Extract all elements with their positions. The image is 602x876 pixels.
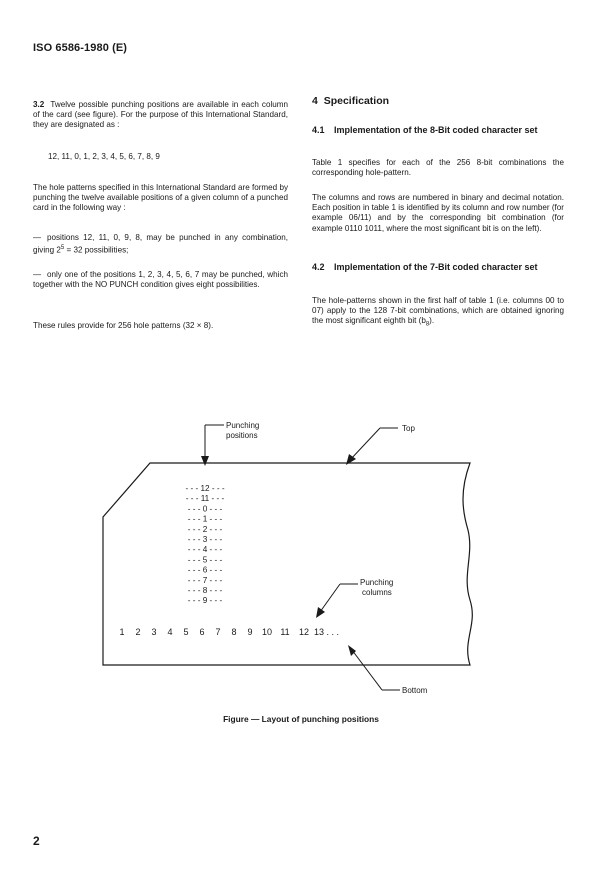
section-title: Implementation of the 8-Bit coded character set	[334, 125, 538, 135]
punch-row-label: - - - 11 - - -	[185, 494, 225, 504]
columns-leader-diag	[320, 584, 340, 612]
list-item-text: only one of the positions 1, 2, 3, 4, 5, 6, 7 may be punched, which together with the NO PUNCH condition gives eight possibilities.	[33, 270, 288, 290]
punch-row-label: - - - 3 - - -	[187, 535, 223, 544]
list-item-text: positions 12, 11, 0, 9, 8, may be punched in any combination, giving 2	[33, 233, 288, 255]
bottom-leader-diag	[352, 650, 382, 690]
punch-row-label: - - - 12 - - -	[185, 484, 225, 493]
punching-positions-arrow	[201, 456, 209, 466]
section-number: 3.2	[33, 100, 45, 109]
page-number: 2	[33, 834, 40, 848]
punch-row-label: - - - 6 - - -	[187, 565, 223, 575]
top-leader-diag	[350, 428, 380, 460]
punch-row-label: - - - 7 - - -	[187, 575, 223, 585]
list-dash: —	[33, 233, 42, 242]
list-item-text-end: = 32 possibilities;	[64, 245, 129, 255]
punch-column-number: 6	[199, 627, 205, 637]
label-punching-columns-1: Punching	[360, 578, 394, 587]
list-dash: —	[33, 270, 42, 279]
punch-column-number: 11	[280, 627, 290, 637]
row-labels	[185, 484, 224, 605]
section-title: Specification	[323, 95, 390, 107]
section-number: 4.1	[312, 125, 325, 135]
section-title: Implementation of the 7-Bit coded character set	[334, 262, 538, 272]
section-number: 4	[312, 95, 318, 107]
punch-row-label: - - - 5 - - -	[187, 555, 223, 565]
punch-row-label: - - - 2 - - -	[187, 524, 223, 534]
punch-column-number: 5	[183, 627, 189, 637]
paragraph-rules: These rules provide for 256 hole patterns (32 × 8).	[33, 321, 214, 330]
punch-row-label: - - - 1 - - -	[187, 514, 223, 524]
punch-column-number: 13 . . .	[314, 627, 340, 637]
punch-column-number: 9	[247, 627, 253, 637]
punch-column-number: 8	[231, 627, 237, 637]
punch-column-number: 12	[298, 627, 310, 637]
designations-list: 12, 11, 0, 1, 2, 3, 4, 5, 6, 7, 8, 9	[48, 152, 160, 161]
punch-row-label: - - - 9 - - -	[187, 596, 223, 606]
punch-column-number: 3	[151, 627, 157, 637]
paragraph-text: Twelve possible punching positions are available in each column of the card (see figure). For the purpose of this International Standard, they are designated as :	[33, 100, 288, 130]
columns-arrow	[316, 607, 325, 618]
punch-column-number: 10	[261, 627, 273, 637]
label-punching-columns-2: columns	[362, 588, 392, 597]
label-punching-positions-2: positions	[226, 431, 258, 440]
punch-column-number: 1	[119, 627, 125, 637]
label-top: Top	[402, 424, 415, 433]
paragraph-text: The hole-patterns shown in the first half of table 1 (i.e. columns 00 to 07) apply to the 128 7-bit combinations, which are obtained ignoring the most significant eighth bit (b	[312, 296, 564, 326]
punch-row-label: - - - 8 - - -	[187, 586, 223, 595]
paragraph-text-end: ).	[429, 316, 435, 326]
label-bottom: Bottom	[402, 686, 428, 695]
paragraph-4-1-b: The columns and rows are numbered in binary and decimal notation. Each position in table 1 is identified by its column and row number (for example 06/11) and by the corresponding bit combination (for example 0110 1011, where the most significant bit is on the left).	[312, 193, 564, 233]
subscript: 8	[425, 322, 430, 329]
document-header: ISO 6586-1980 (E)	[33, 42, 128, 54]
label-punching-positions-1: Punching	[226, 421, 260, 430]
punch-row-label: - - - 4 - - -	[187, 545, 223, 555]
section-number: 4.2	[312, 262, 325, 272]
figure-caption: Figure — Layout of punching positions	[223, 714, 379, 724]
paragraph-4-1-a: Table 1 specifies for each of the 256 8-bit combinations the corresponding hole-pattern.	[312, 158, 564, 178]
column-numbers	[119, 627, 339, 637]
list-item-superscript: 5	[60, 245, 65, 252]
punch-column-number: 7	[215, 627, 221, 637]
paragraph-hole-patterns: The hole patterns specified in this International Standard are formed by punching the twelve available positions of a given column of a punched card in the following way :	[33, 183, 288, 213]
punch-row-label: - - - 0 - - -	[187, 504, 223, 514]
punch-column-number: 2	[135, 627, 141, 637]
punch-column-number: 4	[167, 627, 173, 637]
